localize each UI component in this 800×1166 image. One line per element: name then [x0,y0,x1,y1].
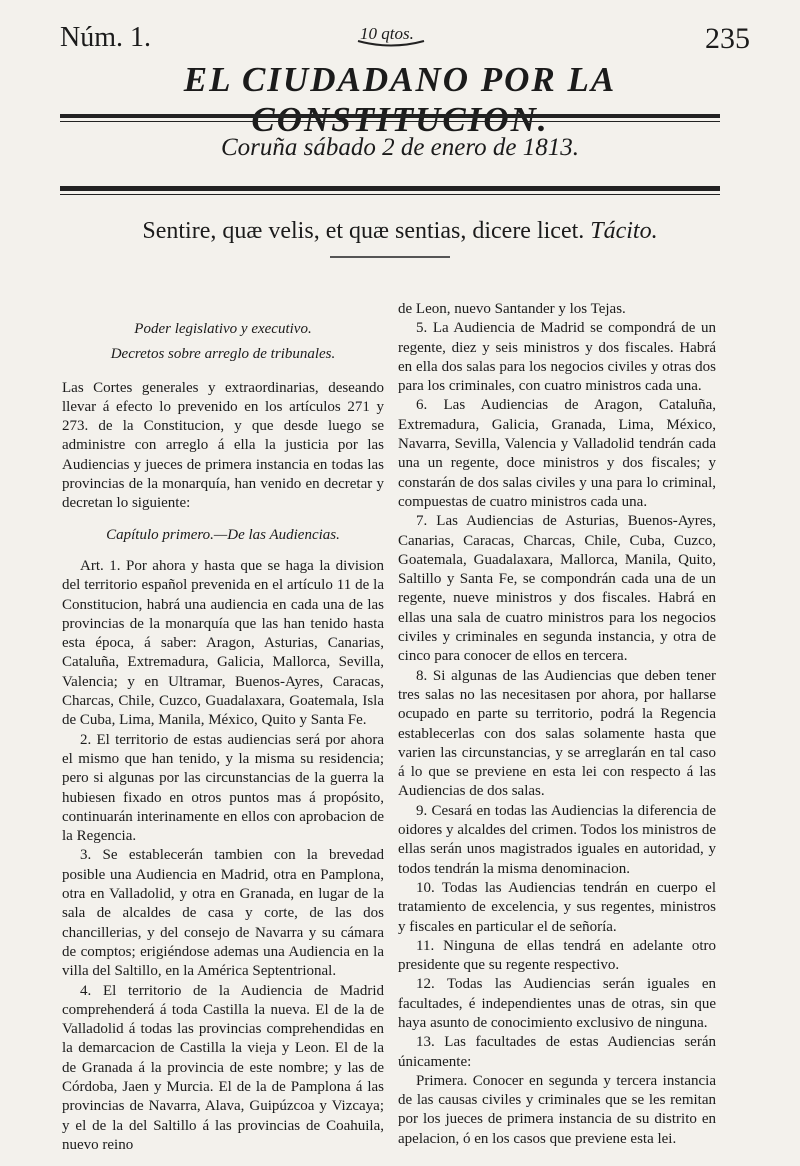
article-7: 7. Las Audiencias de Asturias, Buenos-Ayres, Canarias, Caracas, Charcas, Chile, Cuba, Cuzco, Goatemala, Guadalaxara, Mallorca, Manila, Quito, Saltillo y Santa Fe, se compondrán cada una de un regente, nueve ministros y dos fiscales. Habrá en ellas una sala de cuatro ministros para los negocios civiles y criminales en segunda instancia, y otra de cinco para conocer de ellos en tercera. [398,513,716,665]
chapter-heading: Capítulo primero.—De las Audiencias. [106,526,340,543]
article-6: 6. Las Audiencias de Aragon, Cataluña, Extremadura, Galicia, Granada, Lima, México, Navarra, Sevilla, Valencia y Valladolid tendrán cada una un regente, doce ministros y dos fiscales; y constarán de dos salas civiles y una para lo criminal, compuestas de cuatro ministros cada una. [398,397,716,510]
article-2: 2. El territorio de estas audiencias será por ahora el mismo que han tenido, y la misma su residencia; pero si algunas por las circunstancias de la guerra la hubiesen fixado en otros puntos mas á propósito, continuarán interinamente en ellos con aprobacion de la Regencia. [62,731,384,845]
motto-text: Sentire, quæ velis, et quæ sentias, dicere licet. [142,218,585,244]
article-1: Art. 1. Por ahora y hasta que se haga la division del territorio español prevenida en el artículo 11 de la Constitucion, habrá una audiencia en cada una de las provincias de la monarquía que las han tenido hasta esta época, á saber: Aragon, Asturias, Canarias, Cataluña, Extremadura, Galicia, Mallorca, Sevilla, Valencia; y en Ultramar, Buenos-Ayres, Caracas, Charcas, Chile, Cuzco, Guadalaxara, Goatemala, Isla de Cuba, Lima, Manila, México, Quito y Santa Fe. [62,557,384,729]
intro-paragraph: Las Cortes generales y extraordinarias, deseando llevar á efecto lo prevenido en los artículos 271 y 273. de la Constitucion, y que desde luego se administre con arreglo á ella la justicia por las Audiencias y jueces de primera instancia en todas las provincias de la monarquía, han venido en decretar y decretan lo siguiente: [62,379,384,512]
article-3: 3. Se establecerán tambien con la brevedad posible una Audiencia en Madrid, otra en Pamplona, otra en Valladolid, y otra en Granada, en lugar de la sala de alcaldes de casa y corte, de las dos chancillerias, y del consejo de Navarra y su cámara de comptos; erigiéndose ademas una Audiencia en la villa del Saltillo, en la América Septentrional. [62,847,384,980]
dateline: Coruña sábado 2 de enero de 1813. [220,134,580,161]
article-4: 4. El territorio de la Audiencia de Madrid comprehenderá á toda Castilla la nueva. El de la de Valladolid á todas las provincias comprehendidas en la demarcacion de Castilla la vieja y Leon. El de la de Granada á la provincia de este nombre; y las de Córdoba, Jaen y Murcia. El de la de Pamplona á las provincias de Navarra, Alava, Guipúzcoa y Vizcaya; y el de la del Saltillo á las provincias de Coahuila, nuevo reino [62,982,384,1153]
motto-rule [330,256,450,258]
article-12: 12. Todas las Audiencias serán iguales en facultades, é independientes unas de otras, sin que haya asunto de conocimiento exclusivo de ninguna. [398,976,716,1031]
article-13: 13. Las facultades de estas Audiencias serán únicamente: [398,1034,716,1070]
page-number: 235 [705,22,750,55]
left-column [62,300,384,1155]
motto-author: Tácito. [590,218,658,244]
article-10: 10. Todas las Audiencias tendrán en cuerpo el tratamiento de excelencia, y sus regentes, ministros y fiscales en particular el de señoría. [398,879,716,935]
article-9: 9. Cesará en todas las Audiencias la diferencia de oidores y alcaldes del crimen. Todos los ministros de ellas serán unos magistrados iguales en autoridad, y todos tendrán la misma denominacion. [398,802,716,877]
issue-number: Núm. 1. [60,22,151,53]
continuation-text: de Leon, nuevo Santander y los Tejas. [398,301,626,317]
article-11: 11. Ninguna de ellas tendrá en adelante otro presidente que su regente respectivo. [398,937,716,974]
right-column [398,300,716,1149]
article-13-primera: Primera. Conocer en segunda y tercera instancia de las causas civiles y criminales que se les remitan por los jueces de primera instancia de su distrito en apelacion, ó en los casos que previene esta lei. [398,1072,716,1147]
swash-ornament [356,38,426,48]
dateline-rule [60,186,720,195]
article-8: 8. Si algunas de las Audiencias que deben tener tres salas no las necesitasen por ahora, por hallarse ocupado en parte su territorio, podrá la Regencia establecerlas con dos salas solamente hasta que varien las circunstancias, y se arreglarán en tal caso á lo que se previene en esta lei con respecto á las Audiencias de dos salas. [398,667,716,800]
masthead-rule [60,114,720,122]
motto [60,218,740,245]
article-5: 5. La Audiencia de Madrid se compondrá de un regente, diez y seis ministros y dos fiscales. Habrá en ella dos salas para los negocios civiles y otras dos para los criminales, con cuatro ministros cada una. [398,320,716,395]
masthead-title: EL CIUDADANO POR LA CONSTITUCION. [183,60,617,139]
quarters-price: 10 qtos. [360,24,414,43]
section-heading: Poder legislativo y executivo. [134,321,312,337]
subsection-heading: Decretos sobre arreglo de tribunales. [110,346,336,363]
